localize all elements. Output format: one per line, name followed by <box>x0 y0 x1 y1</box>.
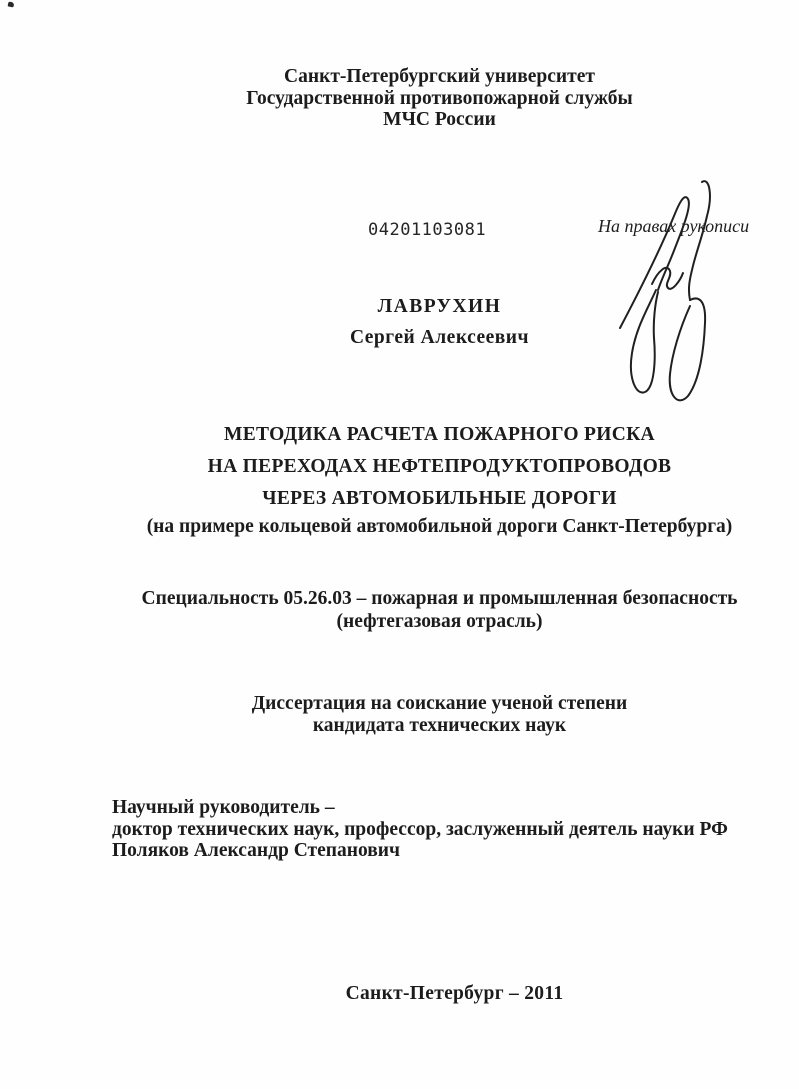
title-line1: МЕТОДИКА РАСЧЕТА ПОЖАРНОГО РИСКА <box>224 424 655 445</box>
university-name-line3: МЧС России <box>383 109 496 130</box>
supervisor-label: Научный руководитель – <box>112 797 335 818</box>
author-block <box>80 296 799 349</box>
registration-number: 04201103081 <box>368 220 487 240</box>
university-name-line2: Государственной противопожарной службы <box>246 87 633 109</box>
supervisor-block <box>112 797 728 862</box>
degree-statement <box>80 693 799 737</box>
title-line2: НА ПЕРЕХОДАХ НЕФТЕПРОДУКТОПРОВОДОВ <box>207 456 672 477</box>
specialty-block <box>80 587 799 633</box>
specialty-line2: (нефтегазовая отрасль) <box>336 611 543 632</box>
signature <box>612 178 722 408</box>
degree-line1: Диссертация на соискание ученой степени <box>251 693 628 714</box>
city-and-year: Санкт-Петербург – 2011 <box>345 983 564 1004</box>
manuscript-rights-note: На правах рукописи <box>598 216 750 236</box>
title-line3: ЧЕРЕЗ АВТОМОБИЛЬНЫЕ ДОРОГИ <box>262 488 617 509</box>
supervisor-name: Поляков Александр Степанович <box>112 840 400 861</box>
scan-artifact-speck <box>8 1 15 7</box>
degree-line2: кандидата технических наук <box>312 715 567 736</box>
specialty-line1: Специальность 05.26.03 – пожарная и промышленная безопасность <box>141 588 738 609</box>
title-subtitle: (на примере кольцевой автомобильной дороги Санкт-Петербурга) <box>146 516 733 537</box>
supervisor-titles: доктор технических наук, профессор, заслуженный деятель науки РФ <box>112 818 728 840</box>
university-header <box>80 66 799 131</box>
university-name-line1: Санкт-Петербургский университет <box>284 66 595 87</box>
author-surname: ЛАВРУХИН <box>377 296 502 317</box>
dissertation-title <box>80 419 799 515</box>
author-name-patronymic: Сергей Алексеевич <box>349 327 530 348</box>
